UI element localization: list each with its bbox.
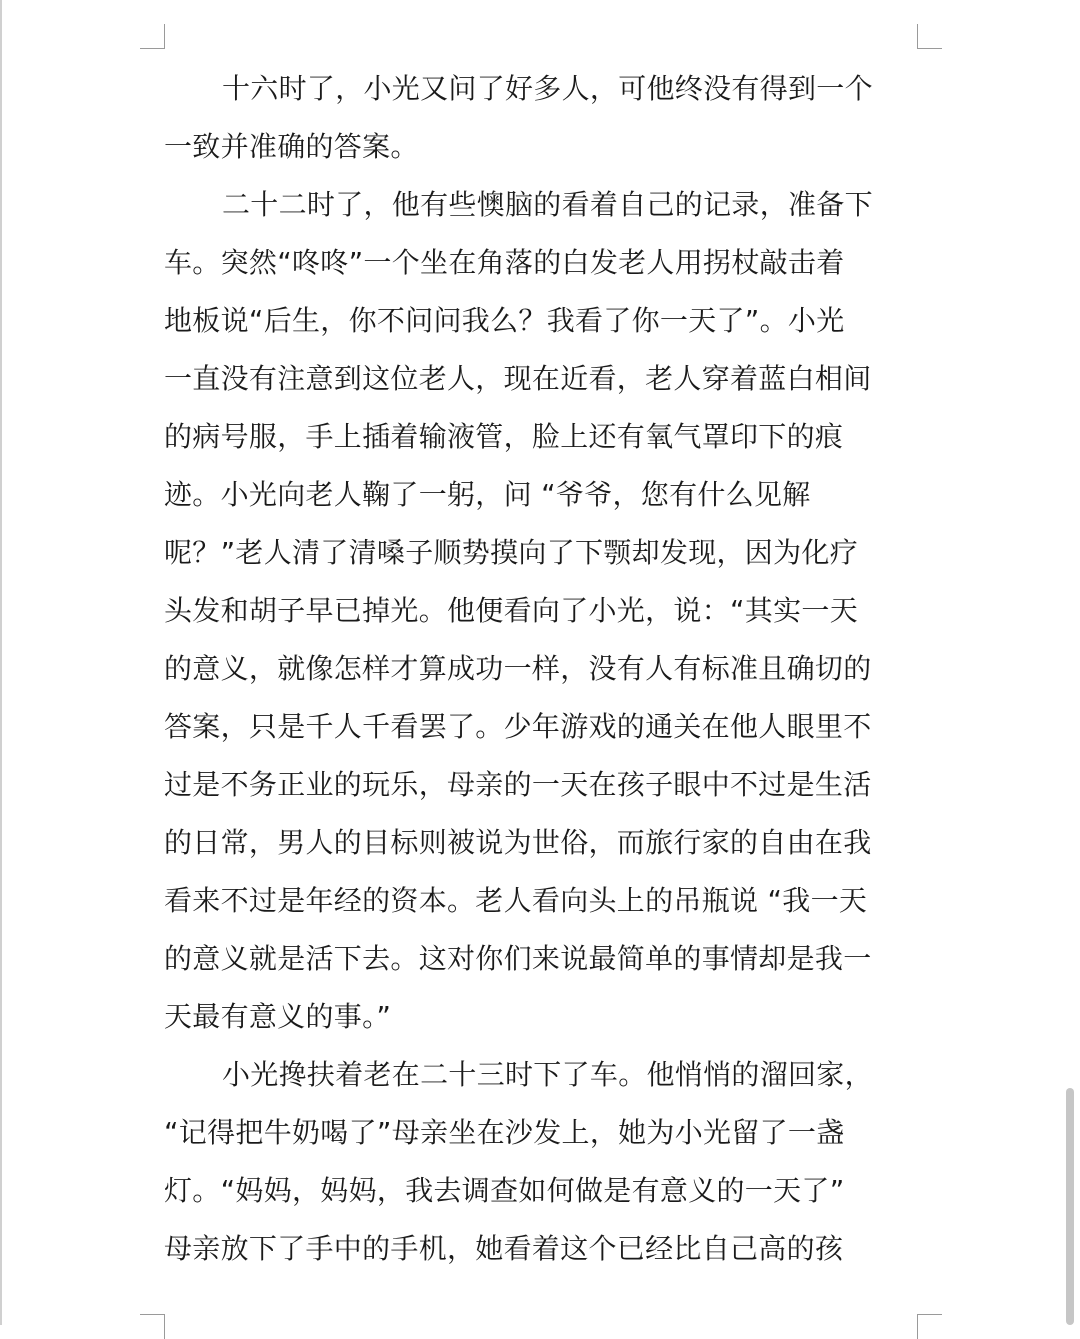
text-line: 十六时了，小光又问了好多人，可他终没有得到一个 bbox=[222, 72, 873, 105]
text-line: 的意义，就像怎样才算成功一样，没有人有标准且确切的 bbox=[164, 652, 872, 685]
text-line: 过是不务正业的玩乐，母亲的一天在孩子眼中不过是生活 bbox=[164, 768, 872, 801]
document-body-text[interactable] bbox=[164, 60, 924, 1278]
text-line: 呢？”老人清了清嗓子顺势摸向了下颚却发现，因为化疗 bbox=[164, 536, 859, 569]
text-line: 看来不过是年经的资本。老人看向头上的吊瓶说 “我一天 bbox=[164, 884, 868, 917]
margin-corner-top-right bbox=[917, 24, 942, 49]
text-line: 二十二时了，他有些懊脑的看着自己的记录，准备下 bbox=[222, 188, 873, 221]
text-line: 的意义就是活下去。这对你们来说最简单的事情却是我一 bbox=[164, 942, 872, 975]
text-line: 头发和胡子早已掉光。他便看向了小光，说：“其实一天 bbox=[164, 594, 859, 627]
text-line: 一致并准确的答案。 bbox=[164, 130, 419, 163]
text-line: 天最有意义的事。” bbox=[164, 1000, 392, 1033]
margin-corner-top-left bbox=[140, 24, 165, 49]
text-line: 一直没有注意到这位老人，现在近看，老人穿着蓝白相间 bbox=[164, 362, 872, 395]
text-line: 母亲放下了手中的手机，她看着这个已经比自己高的孩 bbox=[164, 1232, 844, 1265]
text-line: 地板说“后生，你不问问我么？我看了你一天了”。小光 bbox=[164, 304, 845, 337]
text-line: 灯。“妈妈，妈妈，我去调查如何做是有意义的一天了” bbox=[164, 1174, 845, 1207]
text-line: 答案，只是千人千看罢了。少年游戏的通关在他人眼里不 bbox=[164, 710, 872, 743]
vertical-scrollbar-thumb[interactable] bbox=[1066, 1088, 1074, 1325]
text-line: 小光搀扶着老在二十三时下了车。他悄悄的溜回家， bbox=[222, 1058, 873, 1091]
text-line: 的日常，男人的目标则被说为世俗，而旅行家的自由在我 bbox=[164, 826, 872, 859]
text-line: 车。突然“咚咚”一个坐在角落的白发老人用拐杖敲击着 bbox=[164, 246, 845, 279]
text-line: 迹。小光向老人鞠了一躬，问 “爷爷，您有什么见解 bbox=[164, 478, 811, 511]
text-line: 的病号服，手上插着输液管，脸上还有氧气罩印下的痕 bbox=[164, 420, 844, 453]
text-line: “记得把牛奶喝了”母亲坐在沙发上，她为小光留了一盏 bbox=[164, 1116, 845, 1149]
margin-corner-bottom-left bbox=[140, 1314, 165, 1339]
margin-corner-bottom-right bbox=[917, 1314, 942, 1339]
